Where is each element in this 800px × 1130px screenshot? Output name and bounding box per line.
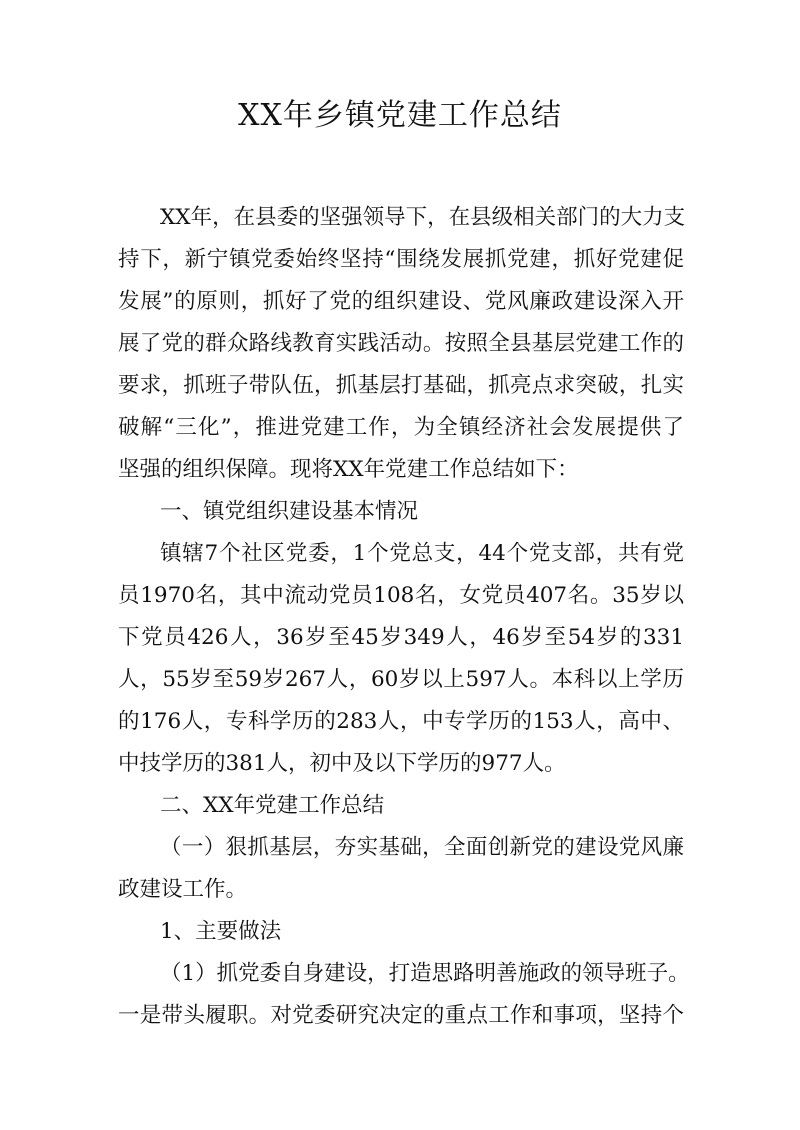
paragraph-line: 中技学历的381人，初中及以下学历的977人。 — [118, 751, 566, 776]
paragraph-line: 发展”的原则，抓好了党的组织建设、党风廉政建设深入开 — [118, 289, 684, 314]
item-heading: 1、主要做法 — [160, 919, 282, 944]
paragraph-line: 人，55岁至59岁267人，60岁以上597人。本科以上学历 — [118, 667, 684, 692]
section-heading: 二、XX年党建工作总结 — [160, 793, 385, 818]
subsection-heading-line: （一）狠抓基层，夯实基础，全面创新党的建设党风廉 — [160, 835, 684, 860]
paragraph-line: （1）抓党委自身建设，打造思路明善施政的领导班子。 — [160, 961, 690, 986]
document-title: XX年乡镇党建工作总结 — [238, 98, 562, 133]
paragraph-line: 破解“三化”，推进党建工作，为全镇经济社会发展提供了 — [118, 415, 684, 440]
paragraph-line: 持下，新宁镇党委始终坚持“围绕发展抓党建，抓好党建促 — [118, 247, 684, 272]
paragraph-line: 的176人，专科学历的283人，中专学历的153人，高中、 — [118, 709, 684, 734]
paragraph-line: 坚强的组织保障。现将XX年党建工作总结如下： — [118, 457, 579, 482]
paragraph-line: 下党员426人，36岁至45岁349人，46岁至54岁的331 — [118, 625, 684, 650]
paragraph-line: 要求，抓班子带队伍，抓基层打基础，抓亮点求突破，扎实 — [118, 373, 684, 398]
paragraph-line: XX年，在县委的坚强领导下，在县级相关部门的大力支 — [160, 205, 686, 230]
subsection-heading-line: 政建设工作。 — [118, 877, 248, 902]
paragraph-line: 镇辖7个社区党委，1个党总支，44个党支部，共有党 — [160, 541, 684, 566]
section-heading: 一、镇党组织建设基本情况 — [160, 499, 419, 524]
paragraph-line: 员1970名，其中流动党员108名，女党员407名。35岁以 — [118, 583, 684, 608]
paragraph-line: 展了党的群众路线教育实践活动。按照全县基层党建工作的 — [118, 331, 684, 356]
paragraph-line: 一是带头履职。对党委研究决定的重点工作和事项，坚持个 — [118, 1003, 684, 1028]
